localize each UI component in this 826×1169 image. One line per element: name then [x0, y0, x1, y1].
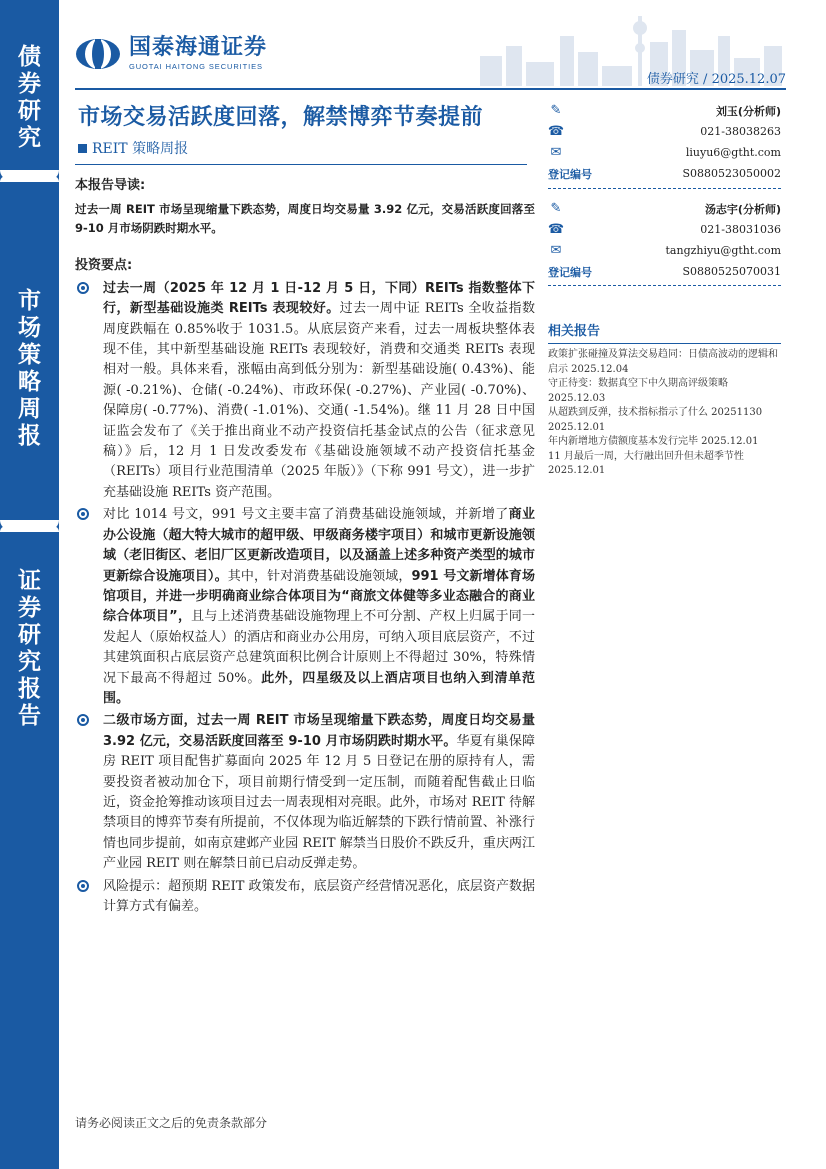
point-bold: 过去一周（2025 年 12 月 1 日-12 月 5 日，下同）REITs 指数整体下行，新型基础设施类 REITs 表现较好。: [103, 280, 535, 317]
title-rule: [75, 164, 527, 165]
point-text: 过去一周中证 REITs 全收益指数周度跌幅在 0.85%收于 1031.5。从底层资产来看，过去一周板块整体表现不佳，其中新型基础设施 REITs 表现较好，消费和交通类 REITs 表现相对一般。具体来看，涨幅由高到低分别为：新型基础设施( 0.43%)、能源( -0.21%)、仓储( -0.24%)、市政环保( -0.27%)、产业园( -0.70%)、保障房( -0.77%)、消费( -1.01%)、交通( -1.54%)。继 11 月 28 日中国证监会发布了《关于推出商业不动产投资信托基金试点的公告（征求意见稿）》后，12 月 1 日发改委发布《基础设施领域不动产投资信托基金（REITs）项目行业范围清单（2025 年版）》（下称 991 号文），进一步扩充基础设施 REITs 资产范围。: [103, 301, 535, 500]
logo-text-cn: 国泰海通证券: [129, 35, 268, 60]
left-band: [0, 0, 59, 1169]
band-char: 周: [18, 396, 41, 422]
point-item: [75, 711, 535, 874]
band-char: 究: [18, 649, 41, 675]
circle-bullet-icon: [77, 508, 89, 520]
intro-text: 过去一周 REIT 市场呈现缩量下跌态势，周度日均交易量 3.92 亿元，交易活跃度回落至 9-10 月市场阴跌时期水平。: [75, 202, 535, 236]
related-item[interactable]: 从超跌到反弹，技术指标指示了什么 20251130 2025.12.01: [548, 407, 763, 433]
square-bullet-icon: [78, 144, 87, 153]
point-bold: 二级市场方面，过去一周 REIT 市场呈现缩量下跌态势，周度日均交易量 3.92 亿元，交易活跃度回落至 9-10 月市场阴跌时期水平。: [103, 713, 535, 749]
circle-bullet-icon: [77, 282, 89, 294]
band-char: 券: [18, 71, 41, 97]
related-rule: [548, 343, 781, 344]
reg-label: 登记编号: [548, 167, 592, 181]
analyst-reg: S0880525070031: [682, 265, 781, 278]
phone-icon: ☎: [547, 124, 565, 139]
analyst-name-row: [548, 198, 781, 219]
band-char: 报: [18, 423, 41, 449]
circle-bullet-icon: [77, 714, 89, 726]
point-text: 对比 1014 号文，991 号文主要丰富了消费基础设施领域，并新增了: [103, 507, 509, 523]
band-segment-bond-research: [0, 44, 59, 152]
band-char: 究: [18, 125, 41, 151]
disclaimer-footer: 请务必阅读正文之后的免责条款部分: [75, 1116, 268, 1130]
band-char: 场: [18, 315, 41, 341]
related-item[interactable]: 年内新增地方债额度基本发行完毕 2025.12.01: [548, 436, 759, 447]
analyst-divider: [548, 285, 781, 286]
mail-icon: ✉: [550, 145, 562, 160]
point-text: 其中，针对消费基础设施领域，: [227, 568, 412, 584]
header-rule: [75, 88, 786, 90]
analyst-phone-row: [548, 121, 781, 142]
band-segment-securities-report: [0, 568, 59, 730]
point-bold: 991 号文新增体育场馆项目，并进一步明确商业综合体项目为“商旅文体健等多业态融合的商业综合体项目”，: [103, 568, 535, 625]
point-bold: 此外，四星级及以上酒店项目也纳入到清单范围。: [103, 670, 535, 706]
band-char: 研: [18, 622, 41, 648]
analyst-email[interactable]: liuyu6@gtht.com: [685, 146, 781, 159]
band-char: 券: [18, 595, 41, 621]
point-text: 风险提示：超预期 REIT 政策发布，底层资产经营情况恶化，底层资产数据计算方式有偏差。: [103, 878, 535, 914]
related-item[interactable]: 守正待变：数据真空下中久期高评级策略 2025.12.03: [548, 378, 728, 404]
pen-icon: ✎: [550, 201, 562, 216]
analyst-phone: 021-38038263: [700, 125, 781, 138]
point-item: [75, 505, 535, 709]
main-content: [75, 176, 535, 917]
related-heading: 相关报告: [548, 324, 601, 339]
pen-icon: ✎: [550, 103, 562, 118]
analyst-name: 汤志宇(分析师): [704, 202, 781, 216]
analyst-reg: S0880523050002: [682, 167, 781, 180]
band-char: 研: [18, 98, 41, 124]
related-reports: [548, 320, 781, 479]
reg-label: 登记编号: [548, 265, 592, 279]
analyst-email-row: [548, 240, 781, 261]
analyst-panel: [548, 100, 781, 286]
logo-mark-icon: [75, 37, 121, 71]
points-heading: 投资要点:: [75, 258, 133, 274]
analyst-phone-row: [548, 219, 781, 240]
analyst-name-row: [548, 100, 781, 121]
report-title: 市场交易活跃度回落，解禁博弈节奏提前: [78, 105, 484, 130]
point-text: 且与上述消费基础设施物理上不可分割、产权上归属于同一发起人（原始权益人）的酒店和商业办公用房，可纳入项目底层资产，不过其建筑面积占底层资产总建筑面积比例合计原则上不得超过 30%，特殊情况下最高不得超过 50%。: [103, 609, 535, 686]
band-char: 策: [18, 342, 41, 368]
band-char: 债: [18, 44, 41, 70]
phone-icon: ☎: [547, 222, 565, 237]
point-item: [75, 877, 535, 918]
band-char: 市: [18, 288, 41, 314]
band-divider: [0, 526, 59, 532]
analyst-email[interactable]: tangzhiyu@gtht.com: [665, 244, 781, 257]
report-category-date: 债券研究 / 2025.12.07: [646, 72, 786, 87]
analyst-divider: [548, 188, 781, 189]
company-logo: [75, 36, 267, 71]
related-item[interactable]: 11 月最后一周，大行融出回升但未超季节性 2025.12.01: [548, 450, 744, 476]
point-bold: 商业办公设施（超大特大城市的超甲级、甲级商务楼宇项目）和城市更新设施领域（老旧街区、老旧厂区更新改造项目，以及涵盖上述多种资产类型的城市更新综合设施项目）。: [103, 507, 535, 584]
point-item: [75, 279, 535, 503]
logo-text-en: GUOTAI HAITONG SECURITIES: [129, 62, 263, 71]
point-text: 华夏有巢保障房 REIT 项目配售扩募面向 2025 年 12 月 5 日登记在册的原持有人，需要投资者被动加仓下，项目前期行情受到一定压制，而随着配售截止日临近，资金抢筹推动该项目过去一周表现相对亮眼。此外，市场对 REIT 待解禁项目的博弈节奏有所提前，不仅体现为临近解禁的下跌行情前置、补涨行情也同步提前，如南京建邺产业园 REIT 解禁当日股价不跌反升，重庆两江产业园 REIT 则在解禁日前已启动反弹走势。: [103, 733, 535, 872]
band-char: 证: [18, 568, 41, 594]
analyst-phone: 021-38031036: [700, 223, 781, 236]
report-subtitle: [78, 138, 188, 158]
analyst-reg-row: [548, 261, 781, 282]
related-item[interactable]: 政策扩张碰撞及算法交易趋同：日债高波动的逻辑和启示 2025.12.04: [548, 349, 778, 375]
intro-heading: 本报告导读:: [75, 178, 146, 193]
band-char: 略: [18, 369, 41, 395]
band-char: 告: [18, 703, 41, 729]
circle-bullet-icon: [77, 880, 89, 892]
report-subtitle-text: REIT 策略周报: [92, 141, 189, 157]
analyst-reg-row: [548, 163, 781, 184]
mail-icon: ✉: [550, 243, 562, 258]
band-divider: [0, 176, 59, 182]
band-char: 报: [18, 676, 41, 702]
band-segment-market-strategy: [0, 288, 59, 450]
analyst-name: 刘玉(分析师): [715, 104, 781, 118]
analyst-email-row: [548, 142, 781, 163]
